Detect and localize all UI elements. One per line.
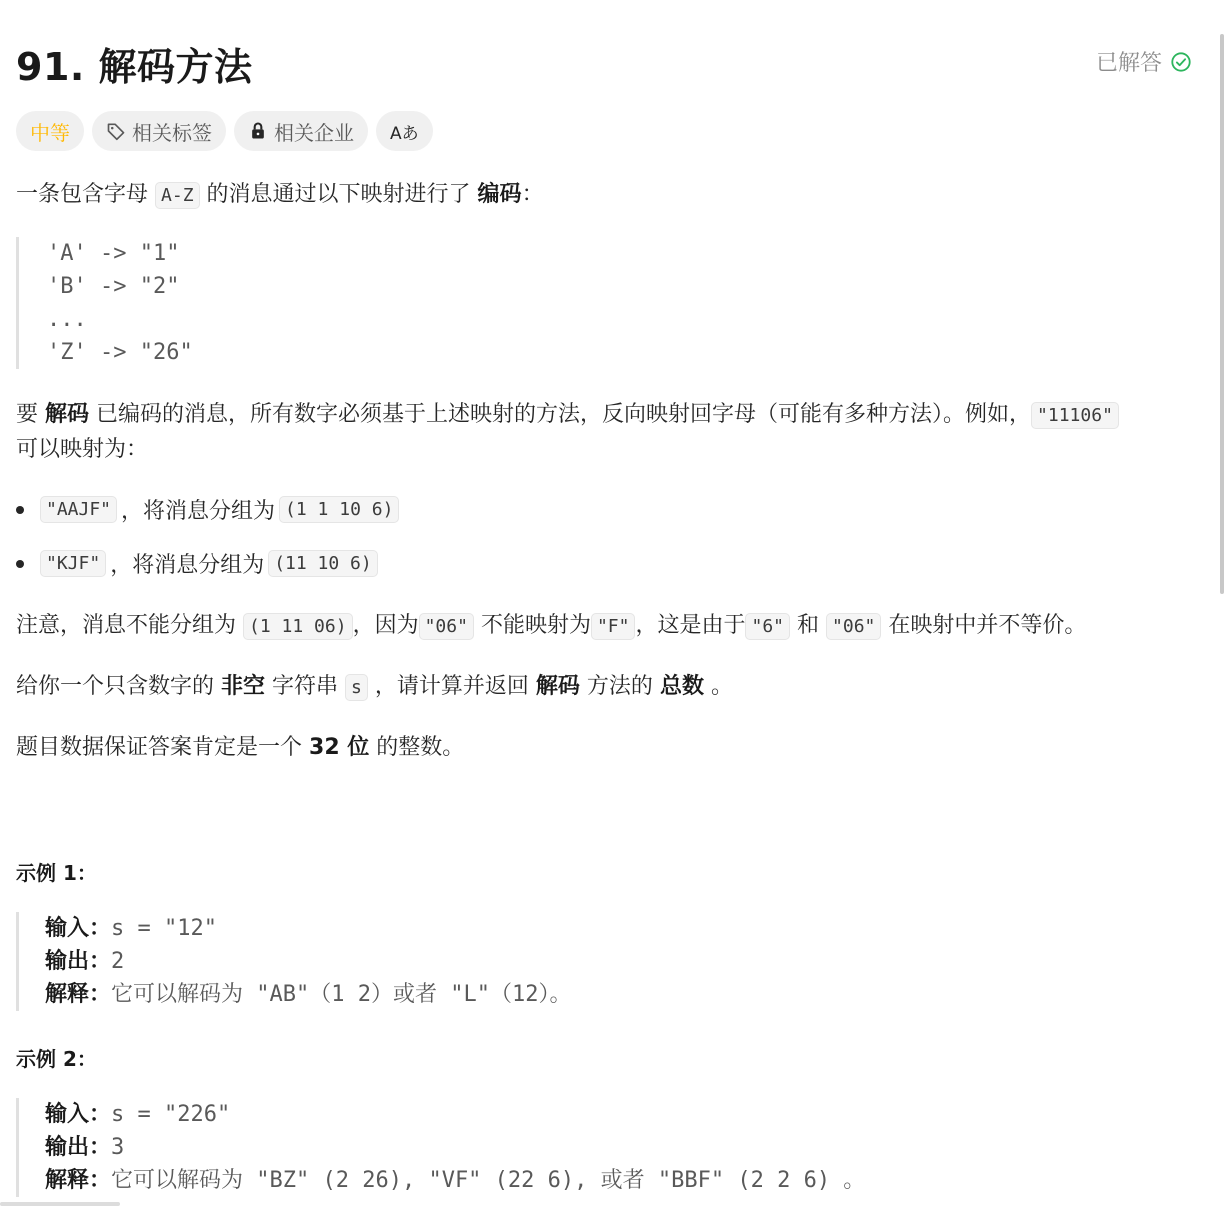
inline-code: "6" [745,613,790,640]
task-text: 。 [710,674,733,699]
guarantee-text: 的整数。 [376,735,465,760]
example-input [45,912,571,945]
inline-code: "06" [419,613,474,640]
note-paragraph [16,609,1086,644]
translate-icon: Aあ [390,123,419,144]
decode-paragraph [16,398,1192,467]
task-paragraph [16,670,733,705]
example-explain [45,978,571,1011]
bullet-text: ，将消息分组为 [110,553,265,578]
task-text: ，请计算并返回 [374,674,529,699]
task-text: 方法的 [586,674,653,699]
input-value: s = "12" [111,916,217,941]
inline-code: A-Z [155,182,200,209]
problem-title: 91. 解码方法 [16,45,253,89]
list-item [16,548,378,579]
solved-label: 已解答 [1095,51,1162,76]
intro-text-3: ： [521,182,544,207]
mapping-block [16,237,193,369]
input-label: 输入： [45,1102,112,1127]
example-title: 示例 1： [16,861,97,885]
bold-encode: 编码 [477,182,522,207]
list-item [16,494,399,525]
decode-text-1: 要 [16,402,39,427]
guarantee-text: 题目数据保证答案肯定是一个 [16,735,303,760]
related-tags-button[interactable] [92,111,226,151]
bold-decode: 解码 [45,402,90,427]
inline-code: "11106" [1031,402,1119,429]
inline-code: "KJF" [40,550,106,577]
example-block [16,912,571,1011]
decode-text-3: 可以映射为： [16,437,149,462]
example-input [45,1098,865,1131]
bullet-dot [16,506,24,514]
decode-text-2: 已编码的消息，所有数字必须基于上述映射的方法，反向映射回字母（可能有多种方法）。例如， [96,402,1032,427]
horizontal-scrollbar[interactable] [0,1202,120,1206]
difficulty-badge[interactable] [16,111,84,151]
task-text: 字符串 [272,674,339,699]
example-block [16,1098,865,1197]
title-row [16,36,1192,89]
bold-total: 总数 [659,674,704,699]
lock-icon [248,121,268,141]
guarantee-paragraph [16,731,464,765]
mapping-line: 'Z' -> "26" [47,340,193,365]
translate-button[interactable] [376,111,433,151]
note-text: ，因为 [352,613,419,638]
example-output [45,1131,865,1164]
output-label: 输出： [45,1135,112,1160]
output-value: 3 [111,1135,125,1160]
difficulty-label: 中等 [30,120,70,145]
bullet-dot [16,560,24,568]
output-value: 2 [111,949,125,974]
inline-code: "06" [826,613,881,640]
inline-code: "F" [591,613,636,640]
vertical-scrollbar[interactable] [1220,34,1224,594]
inline-code: "AAJF" [40,496,117,523]
output-label: 输出： [45,949,112,974]
related-companies-label: 相关企业 [274,120,354,145]
intro-text-2: 的消息通过以下映射进行了 [206,182,471,207]
bullet-text: ，将消息分组为 [121,499,276,524]
bold-nonempty: 非空 [221,674,266,699]
input-label: 输入： [45,916,112,941]
inline-code: s [345,674,368,701]
example-title: 示例 2： [16,1047,97,1071]
check-circle-icon [1170,51,1192,73]
example-output [45,945,571,978]
task-text: 给你一个只含数字的 [16,674,215,699]
intro-text-1: 一条包含字母 [16,182,149,207]
related-tags-label: 相关标签 [132,120,212,145]
inline-code: (11 10 6) [268,550,378,577]
mapping-line: ... [47,307,87,332]
note-text: 在映射中并不等价。 [888,613,1087,638]
note-text: 不能映射为 [480,613,591,638]
mapping-line: 'A' -> "1" [47,241,180,266]
tag-bar [16,111,433,151]
bold-32bit: 32 位 [309,735,370,760]
explain-value: 它可以解码为 "BZ" (2 26), "VF" (22 6), 或者 "BBF" (2 2 6) 。 [111,1168,866,1193]
note-text: 注意，消息不能分组为 [16,613,237,638]
inline-code: (1 1 10 6) [279,496,399,523]
intro-paragraph [16,178,544,213]
tag-icon [106,121,126,141]
note-text: 和 [797,613,820,638]
example-explain [45,1164,865,1197]
inline-code: (1 11 06) [243,613,353,640]
input-value: s = "226" [111,1102,231,1127]
note-text: ，这是由于 [635,613,746,638]
explain-label: 解释： [45,982,112,1007]
mapping-line: 'B' -> "2" [47,274,180,299]
explain-label: 解释： [45,1168,112,1193]
solved-status [1096,46,1192,77]
explain-value: 它可以解码为 "AB"（1 2）或者 "L"（12）。 [111,982,572,1007]
related-companies-button[interactable] [234,111,368,151]
bold-decode: 解码 [535,674,580,699]
